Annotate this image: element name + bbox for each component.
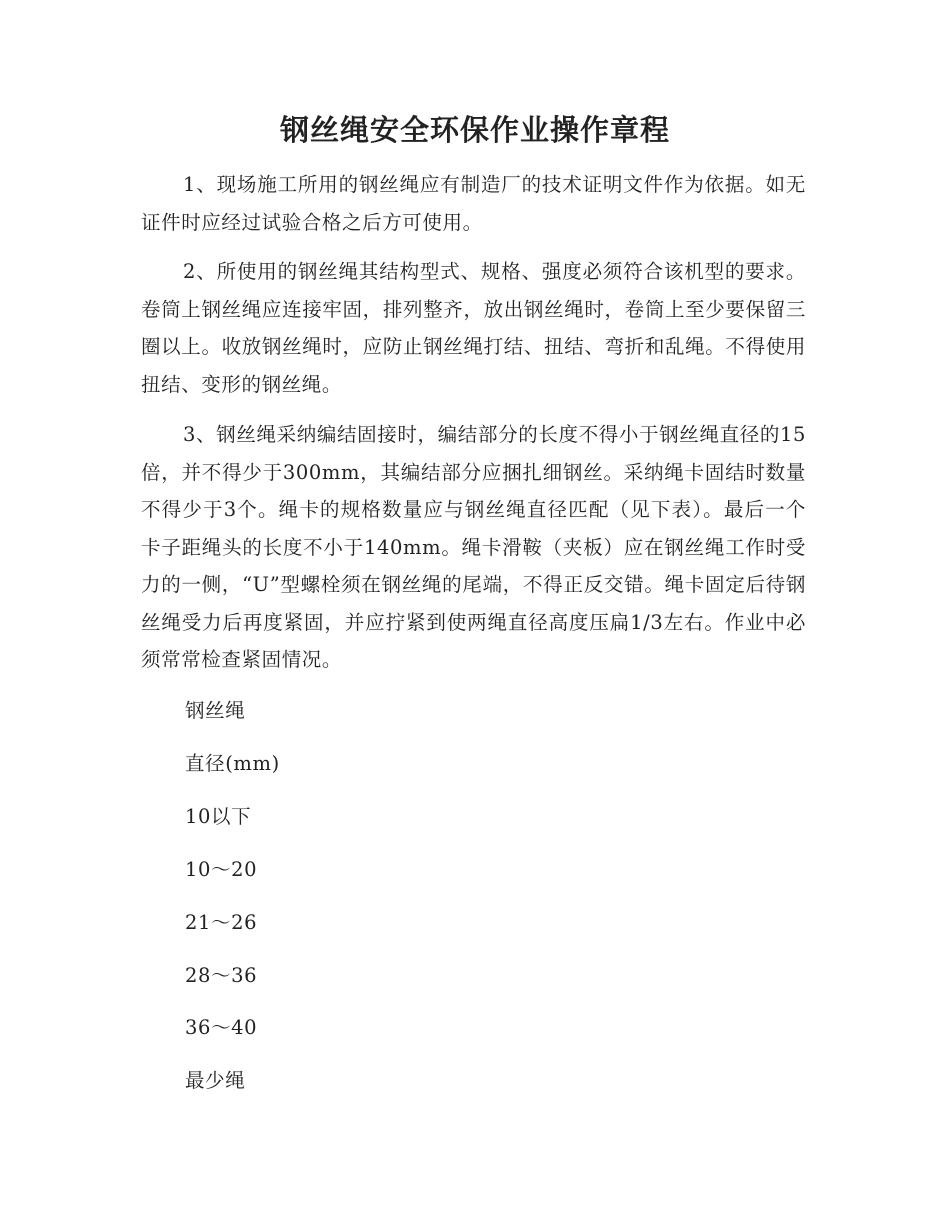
document-title: 钢丝绳安全环保作业操作章程 bbox=[279, 113, 670, 147]
table-line-header-3: 最少绳 bbox=[185, 1069, 246, 1092]
table-line-header-2: 直径(mm) bbox=[185, 752, 280, 775]
paragraph-1: 1、现场施工所用的钢丝绳应有制造厂的技术证明文件作为依据。如无证件时应经过试验合格之后方可使用。 bbox=[141, 173, 806, 234]
table-line-value: 28～36 bbox=[185, 964, 258, 987]
table-line-value: 10以下 bbox=[185, 805, 252, 828]
table-line-header-1: 钢丝绳 bbox=[185, 699, 246, 722]
paragraph-2: 2、所使用的钢丝绳其结构型式、规格、强度必须符合该机型的要求。卷筒上钢丝绳应连接牢固，排列整齐，放出钢丝绳时，卷筒上至少要保留三圈以上。收放钢丝绳时，应防止钢丝绳打结、扭结、弯折和乱绳。不得使用扭结、变形的钢丝绳。 bbox=[141, 260, 806, 396]
table-line-value: 36～40 bbox=[185, 1016, 258, 1039]
table-line-value: 21～26 bbox=[185, 911, 258, 934]
paragraph-3: 3、钢丝绳采纳编结固接时，编结部分的长度不得小于钢丝绳直径的15倍，并不得少于300mm，其编结部分应捆扎细钢丝。采纳绳卡固结时数量不得少于3个。绳卡的规格数量应与钢丝绳直径匹配（见下表）。最后一个卡子距绳头的长度不小于140mm。绳卡滑鞍（夹板）应在钢丝绳工作时受力的一侧，“U”型螺栓须在钢丝绳的尾端，不得正反交错。绳卡固定后待钢丝绳受力后再度紧固，并应拧紧到使两绳直径高度压扁1/3左右。作业中必须常常检查紧固情况。 bbox=[141, 423, 806, 671]
table-line-value: 10～20 bbox=[185, 858, 258, 881]
